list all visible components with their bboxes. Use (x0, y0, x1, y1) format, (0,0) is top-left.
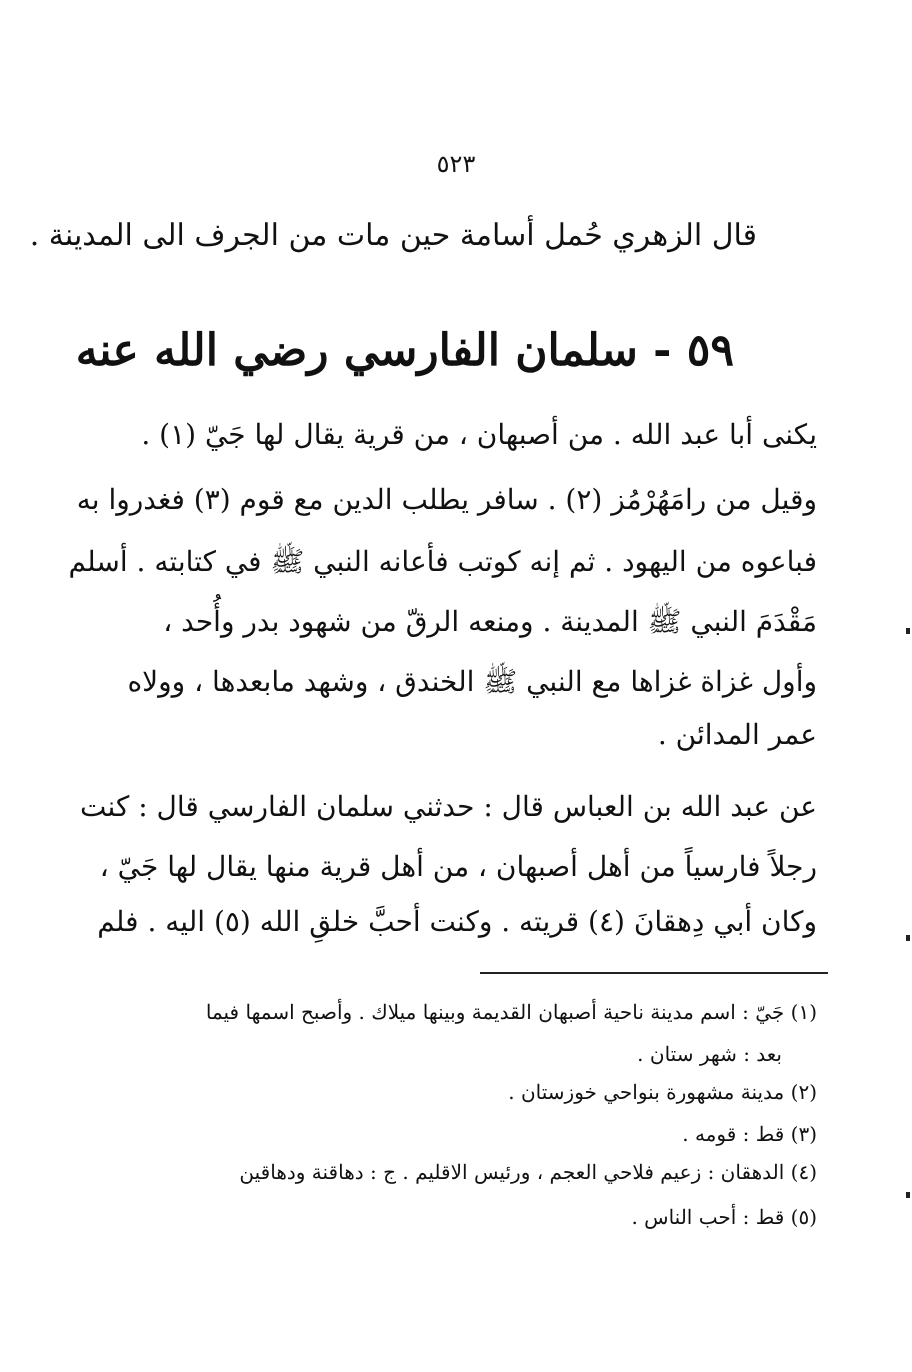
paragraph1-line: يكنى أبا عبد الله . من أصبهان ، من قرية يقال لها جَيّ (١) . (141, 418, 817, 451)
margin-mark (906, 1192, 910, 1198)
footnote-divider (480, 972, 828, 974)
footnote-4: (٤) الدهقان : زعيم فلاحي العجم ، ورئيس الاقليم . ج : دهاقنة ودهاقين (239, 1160, 817, 1184)
paragraph1-line: عمر المدائن . (657, 718, 817, 751)
paragraph2-line: وكان أبي دِهقانَ (٤) قريته . وكنت أحبَّ خلقِ الله (٥) اليه . فلم (97, 905, 817, 938)
footnote-1-continuation: بعد : شهر ستان . (637, 1042, 782, 1066)
footnote-3: (٣) قط : قومه . (682, 1122, 817, 1146)
paragraph1-line: وأول غزاة غزاها مع النبي ﷺ الخندق ، وشهد مابعدها ، وولاه (127, 665, 817, 698)
footnote-2: (٢) مدينة مشهورة بنواحي خوزستان . (508, 1080, 817, 1104)
section-heading: ٥٩ - سلمان الفارسي رضي الله عنه (75, 325, 734, 376)
top-line: قال الزهري حُمل أسامة حين مات من الجرف الى المدينة . (29, 218, 757, 253)
paragraph1-line: مَقْدَمَ النبي ﷺ المدينة . ومنعه الرقّ من شهود بدر وأُحد ، (163, 605, 817, 638)
paragraph2-line: رجلاً فارسياً من أهل أصبهان ، من أهل قرية منها يقال لها جَيّ ، (99, 850, 817, 883)
paragraph2-line: عن عبد الله بن العباس قال : حدثني سلمان الفارسي قال : كنت (80, 790, 817, 823)
footnote-1: (١) جَيّ : اسم مدينة ناحية أصبهان القديمة وبينها ميلاك . وأصبح اسمها فيما (205, 1000, 817, 1024)
margin-mark (906, 935, 910, 941)
footnote-5: (٥) قط : أحب الناس . (631, 1205, 817, 1229)
paragraph1-line: وقيل من رامَهُرْمُز (٢) . سافر يطلب الدين مع قوم (٣) فغدروا به (76, 483, 817, 516)
page-number: ٥٢٣ (436, 150, 476, 178)
margin-mark (906, 628, 910, 634)
paragraph1-line: فباعوه من اليهود . ثم إنه كوتب فأعانه النبي ﷺ في كتابته . أسلم (68, 545, 817, 578)
